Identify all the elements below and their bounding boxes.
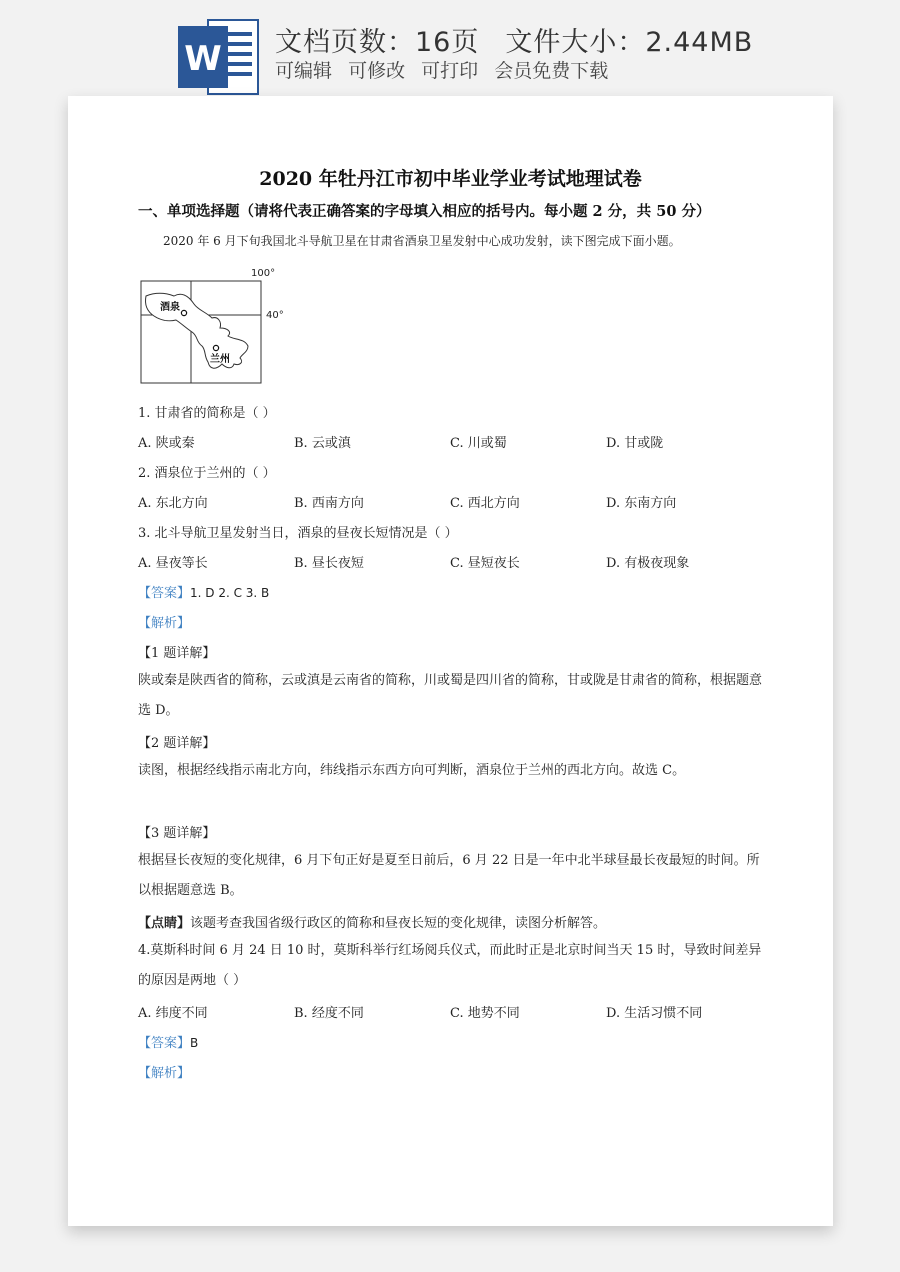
banner-features bbox=[275, 56, 618, 83]
page-title: 2020 年牡丹江市初中毕业学业考试地理试卷 bbox=[259, 168, 642, 190]
answer-tag-2: 【答案】 bbox=[138, 1036, 191, 1051]
feature-editable: 可编辑 bbox=[275, 60, 333, 82]
q3-option-c: C. 昼短夜长 bbox=[450, 556, 520, 571]
word-icon-letter: W bbox=[184, 39, 222, 79]
gansu-map-figure bbox=[136, 266, 306, 388]
feature-modifiable: 可修改 bbox=[348, 60, 406, 82]
answer-tag: 【答案】 bbox=[138, 586, 191, 601]
detail-2-text: 读图，根据经线指示南北方向，纬线指示东西方向可判断，酒泉位于兰州的西北方向。故选 C。 bbox=[138, 763, 686, 778]
intro-text: 2020 年 6 月下旬我国北斗导航卫星在甘肃省酒泉卫星发射中心成功发射，读下图完成下面小题。 bbox=[163, 234, 681, 248]
q4-option-d: D. 生活习惯不同 bbox=[606, 1006, 703, 1021]
q4-option-b: B. 经度不同 bbox=[294, 1006, 364, 1021]
answer-values: 1. D 2. C 3. B bbox=[190, 586, 270, 600]
comment-tag: 【点睛】 bbox=[138, 916, 191, 931]
longitude-label: 100° bbox=[251, 268, 276, 279]
q3-option-b: B. 昼长夜短 bbox=[294, 556, 364, 571]
q2-option-c: C. 西北方向 bbox=[450, 496, 520, 511]
file-size-label: 文件大小：2.44MB bbox=[505, 27, 754, 58]
q3-option-a: A. 昼夜等长 bbox=[138, 556, 208, 571]
question-1-stem: 1. 甘肃省的简称是（ ） bbox=[138, 406, 276, 421]
page-count-label: 文档页数：16页 bbox=[275, 27, 480, 58]
q4-option-c: C. 地势不同 bbox=[450, 1006, 520, 1021]
detail-3-text: 根据昼长夜短的变化规律，6 月下旬正好是夏至日前后，6 月 22 日是一年中北半球昼最长夜最短的时间。所以根据题意选 B。 bbox=[138, 853, 760, 898]
document-info-banner bbox=[0, 0, 900, 100]
q2-option-d: D. 东南方向 bbox=[606, 496, 677, 511]
jiuquan-label: 酒泉 bbox=[160, 302, 180, 313]
banner-file-stats bbox=[275, 20, 753, 59]
answer-block-2 bbox=[138, 1032, 198, 1051]
feature-member-download: 会员免费下载 bbox=[494, 60, 609, 82]
q2-option-a: A. 东北方向 bbox=[138, 496, 208, 511]
q1-option-d: D. 甘或陇 bbox=[606, 436, 664, 451]
detail-1-heading: 【1 题详解】 bbox=[138, 646, 216, 661]
q1-option-c: C. 川或蜀 bbox=[450, 436, 507, 451]
lanzhou-marker bbox=[213, 345, 218, 350]
jiuquan-marker bbox=[181, 310, 186, 315]
detail-2-heading: 【2 题详解】 bbox=[138, 736, 216, 751]
comment-block bbox=[138, 912, 606, 931]
question-4-stem: 4.莫斯科时间 6 月 24 日 10 时，莫斯科举行红场阅兵仪式，而此时正是北京时间当天 15 时，导致时间差异的原因是两地（ ） bbox=[138, 943, 762, 988]
document-page bbox=[68, 96, 833, 1226]
q1-option-b: B. 云或滇 bbox=[294, 436, 351, 451]
latitude-label: 40° bbox=[266, 310, 284, 321]
q3-option-d: D. 有极夜现象 bbox=[606, 556, 690, 571]
answer-block-1 bbox=[138, 582, 269, 601]
comment-text: 该题考查我国省级行政区的简称和昼夜长短的变化规律，读图分析解答。 bbox=[190, 916, 607, 931]
word-document-icon bbox=[178, 18, 260, 96]
q4-option-a: A. 纬度不同 bbox=[138, 1006, 208, 1021]
detail-1-text: 陕或秦是陕西省的简称，云或滇是云南省的简称，川或蜀是四川省的简称，甘或陇是甘肃省的简称，根据题意选 D。 bbox=[138, 673, 763, 718]
section-heading: 一、单项选择题（请将代表正确答案的字母填入相应的括号内。每小题 2 分，共 50 分） bbox=[138, 203, 711, 220]
question-2-stem: 2. 酒泉位于兰州的（ ） bbox=[138, 466, 276, 481]
q2-option-b: B. 西南方向 bbox=[294, 496, 364, 511]
question-3-stem: 3. 北斗导航卫星发射当日，酒泉的昼夜长短情况是（ ） bbox=[138, 526, 458, 541]
answer-value-2: B bbox=[190, 1036, 199, 1050]
lanzhou-label: 兰州 bbox=[210, 354, 230, 365]
detail-3-heading: 【3 题详解】 bbox=[138, 826, 216, 841]
analysis-tag-1: 【解析】 bbox=[138, 616, 191, 631]
feature-printable: 可打印 bbox=[421, 60, 479, 82]
q1-option-a: A. 陕或秦 bbox=[138, 436, 195, 451]
analysis-tag-2: 【解析】 bbox=[138, 1066, 191, 1081]
